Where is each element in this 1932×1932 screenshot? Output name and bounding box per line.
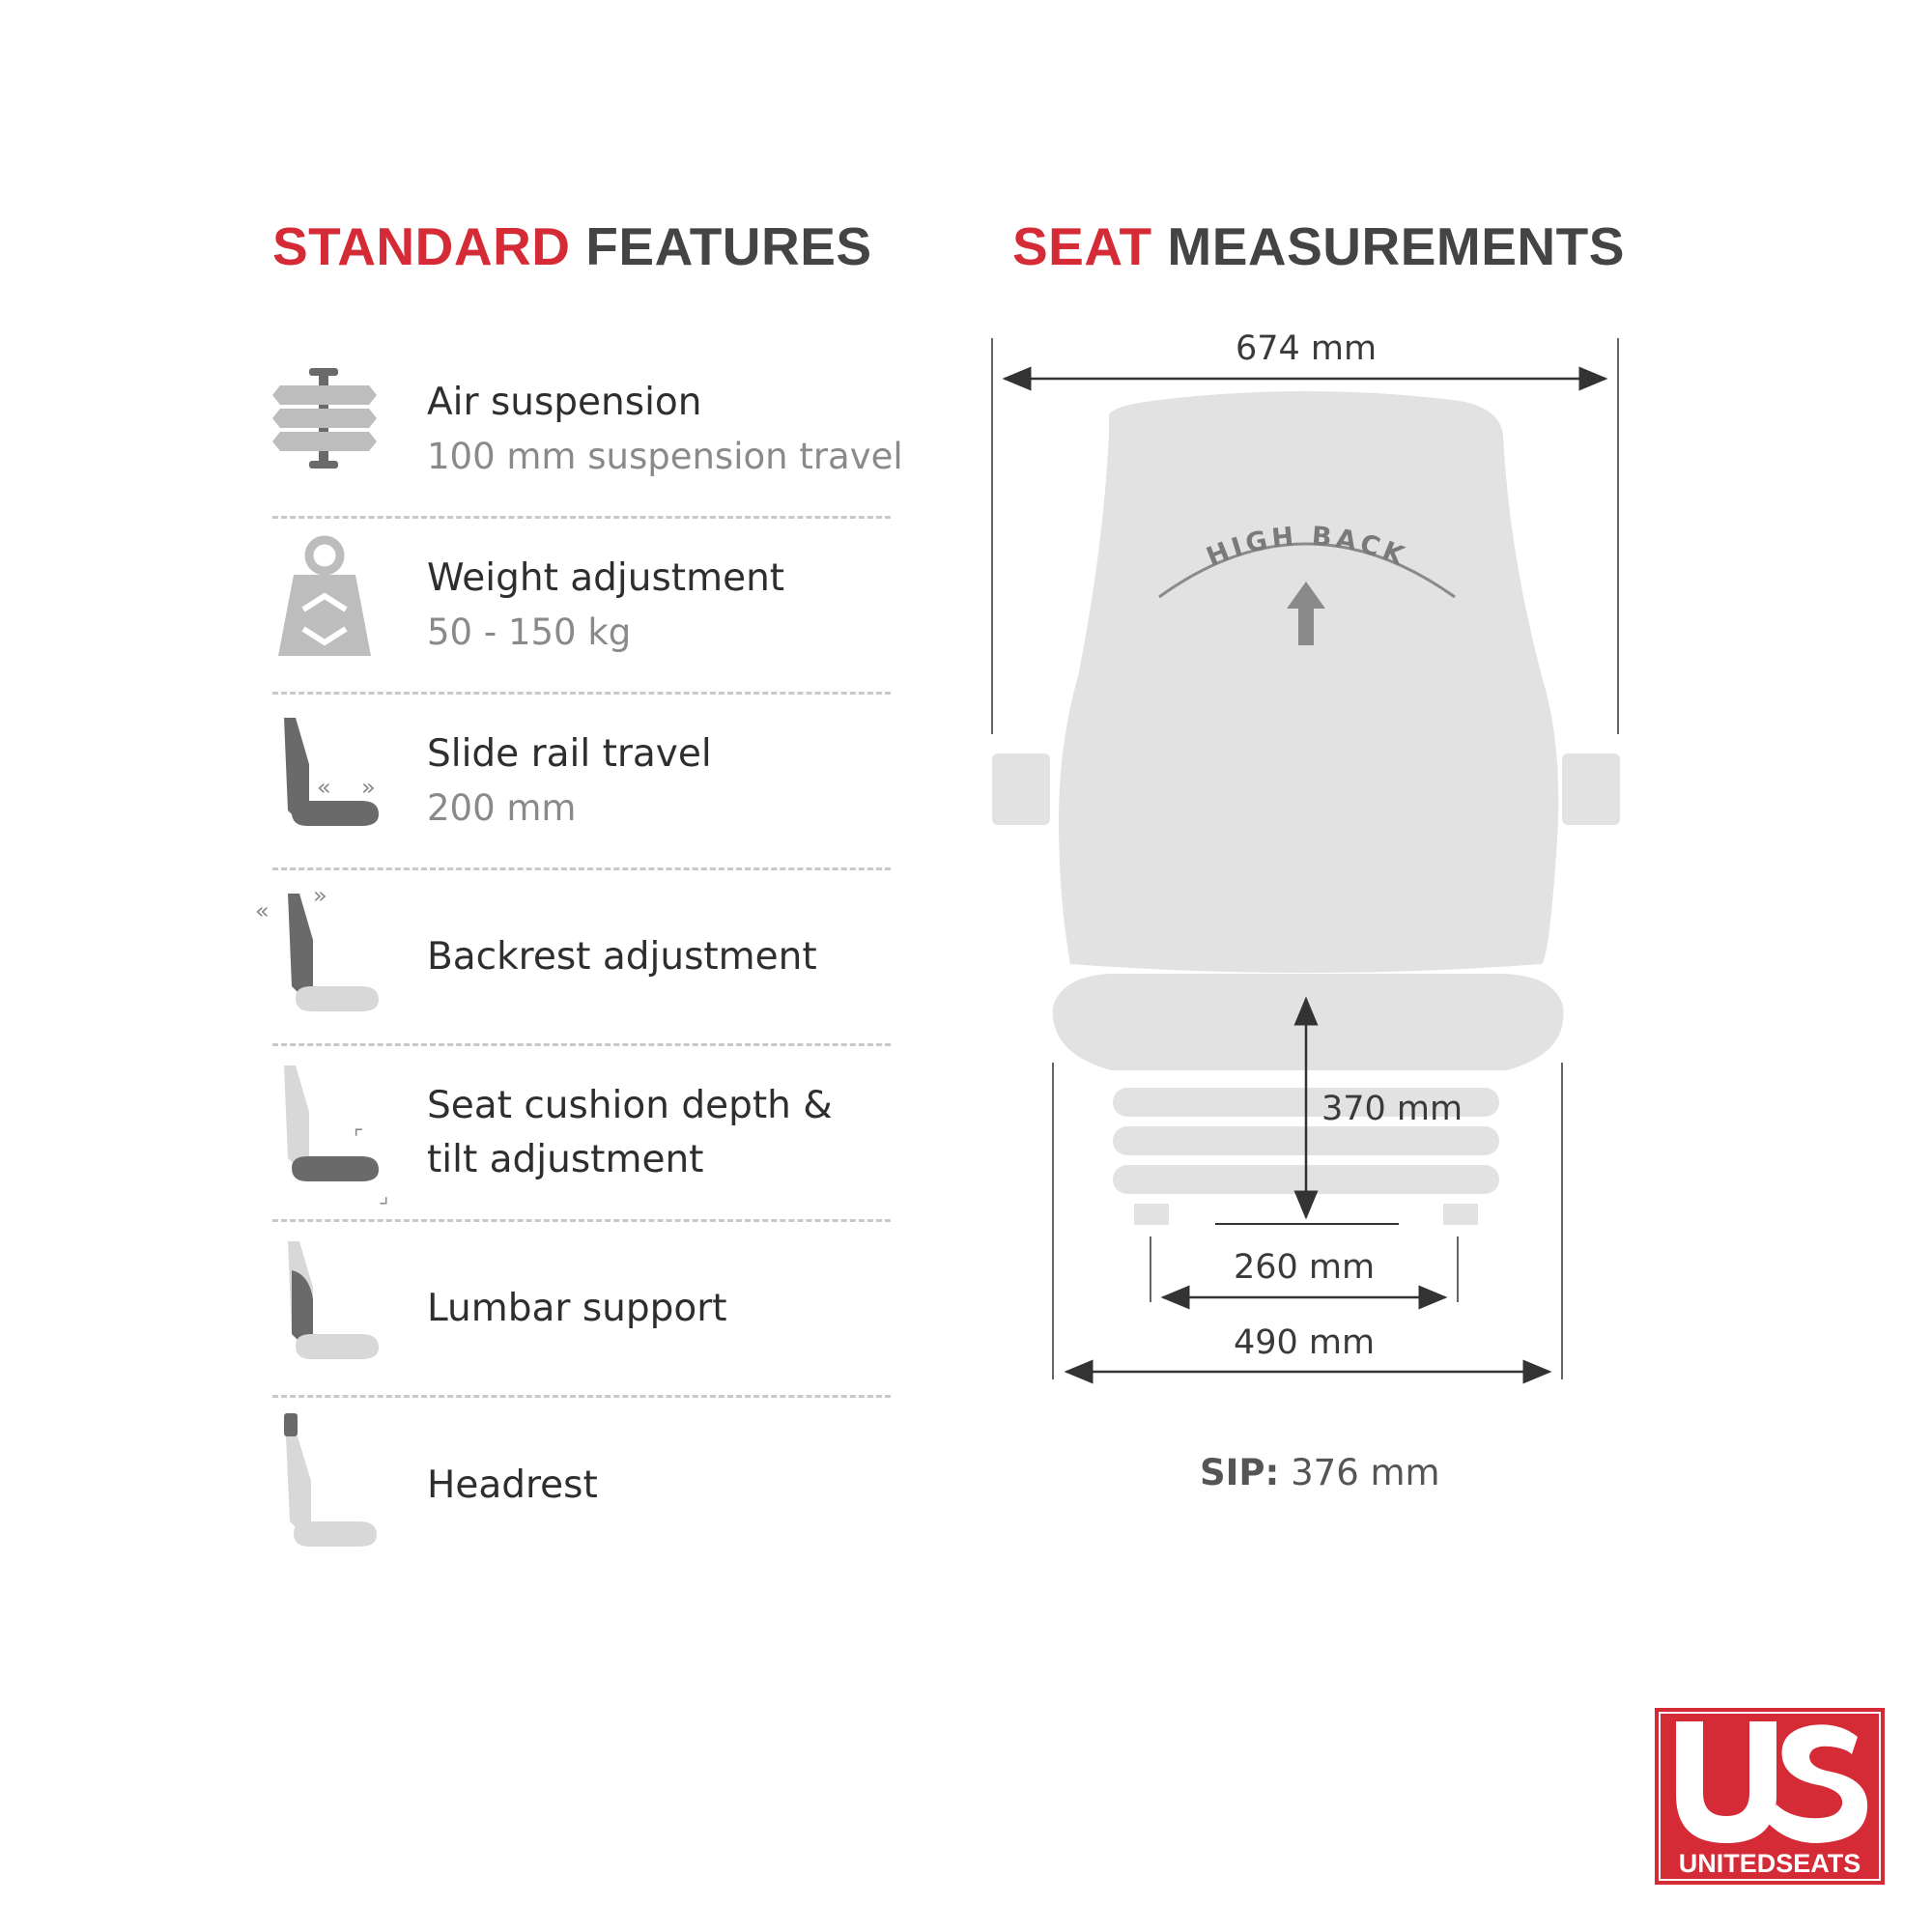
svg-text:»: » <box>361 774 376 801</box>
sip-label: SIP: <box>1200 1452 1280 1493</box>
base-foot-left <box>1134 1204 1169 1225</box>
feature-title-line2: tilt adjustment <box>427 1137 704 1181</box>
seat-armrest-left <box>992 753 1050 825</box>
feature-headrest <box>272 1398 891 1574</box>
feature-title: Lumbar support <box>427 1286 727 1330</box>
feature-title: Slide rail travel <box>427 731 712 776</box>
high-back-badge: HIGH BACK <box>1202 521 1412 574</box>
feature-lumbar-support <box>272 1222 891 1398</box>
weight-adjustment-icon <box>253 528 398 683</box>
feature-title: Air suspension <box>427 380 702 424</box>
seat-backrest <box>1059 391 1558 973</box>
svg-text:⌜: ⌜ <box>354 1126 364 1151</box>
heading-rest: MEASUREMENTS <box>1167 216 1625 276</box>
feature-title: Headrest <box>427 1463 598 1507</box>
sip-value: 376 mm <box>1291 1452 1440 1493</box>
feature-subtitle: 200 mm <box>427 786 577 829</box>
heading-accent: SEAT <box>1012 216 1152 276</box>
base-foot-right <box>1443 1204 1478 1225</box>
standard-features-heading <box>272 214 872 278</box>
width-dimension-label: 674 mm <box>1235 329 1378 368</box>
seat-armrest-right <box>1562 753 1620 825</box>
feature-title: Seat cushion depth & <box>427 1083 833 1127</box>
outer-width-label: 490 mm <box>1233 1323 1376 1362</box>
svg-text:»: » <box>313 882 327 909</box>
height-dimension-label: 370 mm <box>1321 1090 1463 1128</box>
feature-backrest-adjustment <box>255 870 891 1046</box>
feature-title: Weight adjustment <box>427 555 785 600</box>
air-suspension-icon <box>253 353 398 507</box>
feature-title: Backrest adjustment <box>427 934 817 979</box>
feature-list <box>255 343 903 1574</box>
inner-width-label: 260 mm <box>1233 1248 1376 1287</box>
feature-seat-cushion <box>272 1046 891 1222</box>
feature-subtitle: 50 - 150 kg <box>427 611 632 653</box>
slide-rail-icon <box>253 704 398 859</box>
seat-cushion-icon <box>253 1056 398 1210</box>
svg-text:«: « <box>255 897 270 924</box>
sip-measurement <box>1200 1452 1440 1493</box>
svg-text:«: « <box>317 774 331 801</box>
seat-cushion <box>1053 974 1564 1070</box>
svg-text:⌟: ⌟ <box>379 1184 389 1208</box>
lumbar-support-icon <box>253 1232 398 1386</box>
heading-rest: FEATURES <box>585 216 872 276</box>
backrest-adjustment-icon <box>253 880 398 1035</box>
brand-name: UNITEDSEATS <box>1678 1849 1861 1878</box>
headrest-icon <box>253 1407 398 1562</box>
seat-measurements-heading <box>1012 214 1625 278</box>
seat-diagram <box>966 319 1662 1401</box>
feature-slide-rail <box>272 695 891 870</box>
heading-accent: STANDARD <box>272 216 571 276</box>
feature-subtitle: 100 mm suspension travel <box>427 435 903 477</box>
feature-weight-adjustment <box>272 519 891 695</box>
feature-air-suspension <box>272 343 903 519</box>
